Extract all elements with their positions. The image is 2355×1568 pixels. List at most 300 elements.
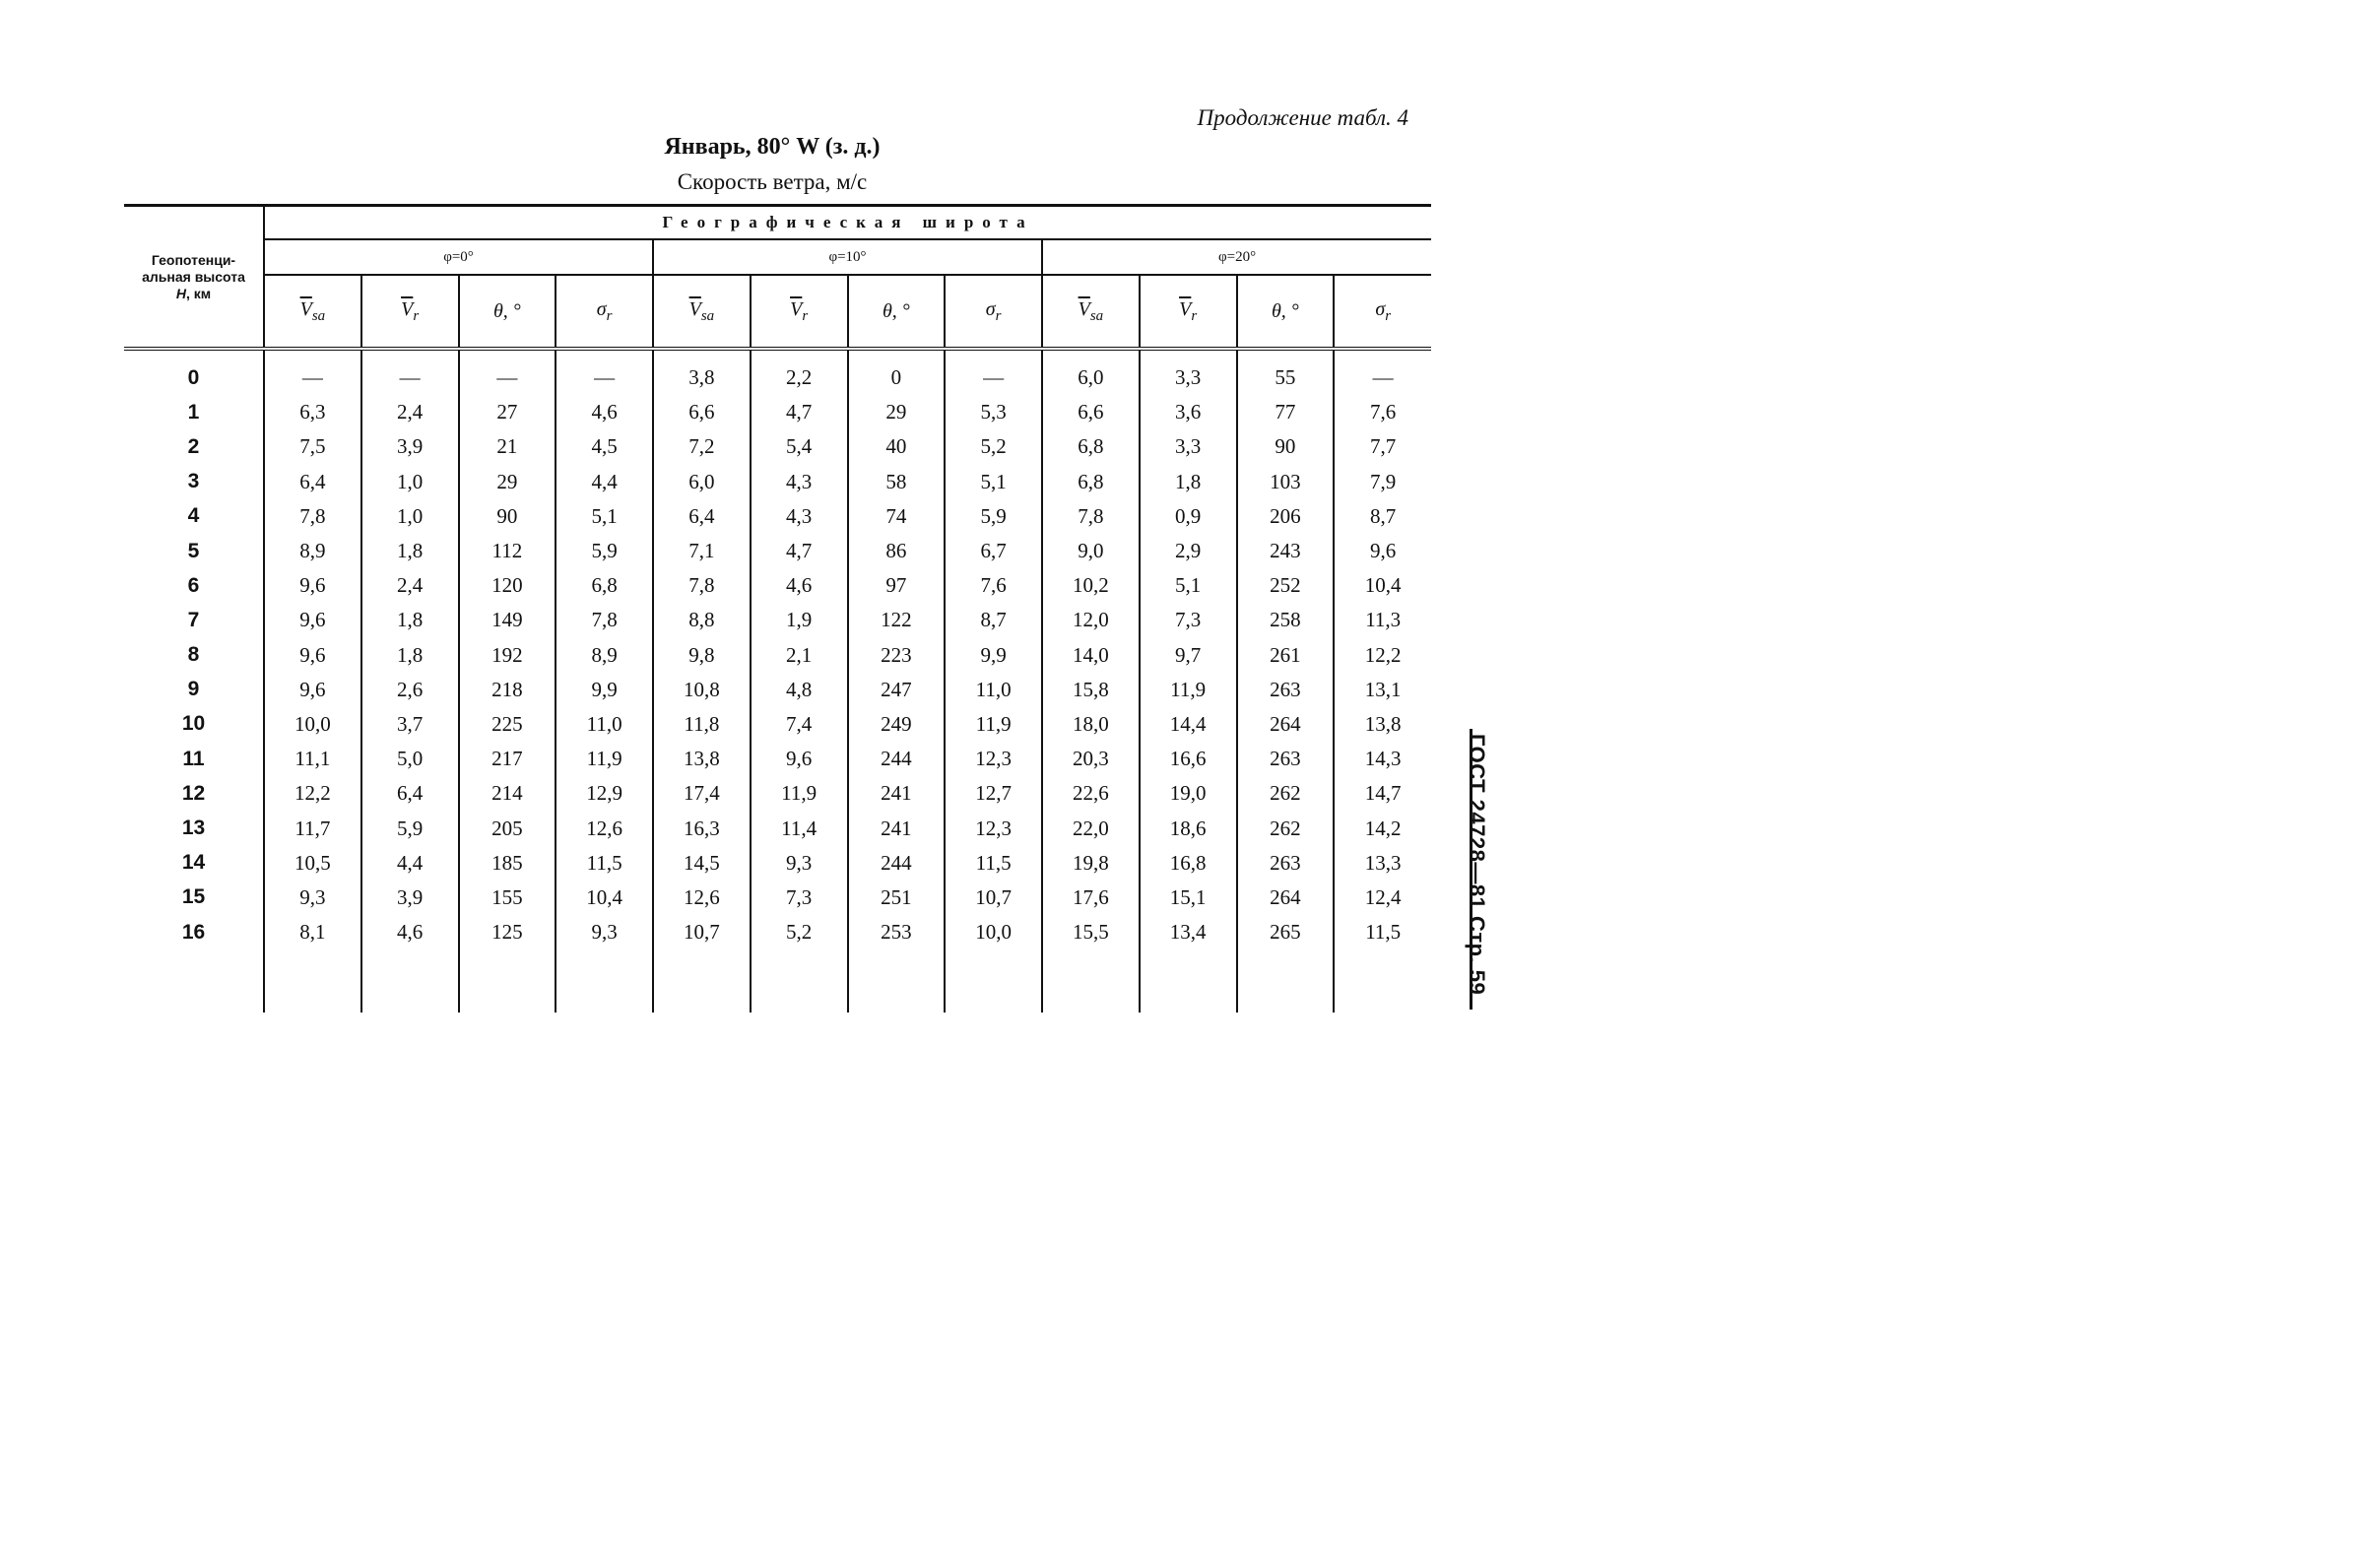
value-cell: 7,2 xyxy=(653,429,751,464)
value-cell: — xyxy=(264,349,361,395)
value-cell: 1,8 xyxy=(361,534,459,568)
value-cell: 263 xyxy=(1237,846,1335,881)
value-cell: 20,3 xyxy=(1042,742,1140,776)
value-cell: 2,9 xyxy=(1140,534,1237,568)
value-cell: 263 xyxy=(1237,673,1335,707)
value-cell: 40 xyxy=(848,429,946,464)
value-cell: 8,7 xyxy=(1334,499,1431,534)
value-cell: — xyxy=(459,349,556,395)
altitude-cell: 7 xyxy=(187,608,200,631)
variable-header xyxy=(1237,275,1335,349)
standard-page-label xyxy=(1460,734,1519,1010)
value-cell: 218 xyxy=(459,673,556,707)
value-cell: 5,9 xyxy=(361,811,459,845)
value-cell: 9,3 xyxy=(556,915,653,949)
value-cell: 12,7 xyxy=(945,776,1042,811)
value-cell: 77 xyxy=(1237,395,1335,429)
value-cell: 249 xyxy=(848,707,946,742)
value-cell: 122 xyxy=(848,603,946,637)
variable-header xyxy=(459,275,556,349)
value-cell: 9,6 xyxy=(264,603,361,637)
variable-header xyxy=(751,275,848,349)
value-cell: 262 xyxy=(1237,776,1335,811)
value-cell: 5,0 xyxy=(361,742,459,776)
value-cell: 55 xyxy=(1237,349,1335,395)
empty-cell xyxy=(264,949,361,1013)
value-cell: 5,9 xyxy=(945,499,1042,534)
value-cell: 206 xyxy=(1237,499,1335,534)
value-cell: 7,8 xyxy=(556,603,653,637)
value-cell: 10,7 xyxy=(653,915,751,949)
altitude-cell: 11 xyxy=(182,747,205,770)
value-cell: 11,9 xyxy=(751,776,848,811)
value-cell: 14,7 xyxy=(1334,776,1431,811)
table-row xyxy=(124,465,1431,499)
value-cell: 10,0 xyxy=(945,915,1042,949)
value-cell: 241 xyxy=(848,776,946,811)
altitude-cell: 16 xyxy=(181,920,206,944)
value-cell: — xyxy=(556,349,653,395)
variable-subscript: sa xyxy=(700,307,715,324)
value-cell: 5,2 xyxy=(945,429,1042,464)
value-cell: 185 xyxy=(459,846,556,881)
value-cell: 9,6 xyxy=(1334,534,1431,568)
value-cell: 4,4 xyxy=(361,846,459,881)
value-cell: 7,6 xyxy=(1334,395,1431,429)
value-cell: 243 xyxy=(1237,534,1335,568)
value-cell: 11,0 xyxy=(945,673,1042,707)
value-cell: 9,6 xyxy=(264,638,361,673)
value-cell: 5,1 xyxy=(945,465,1042,499)
value-cell: 8,7 xyxy=(945,603,1042,637)
altitude-cell: 2 xyxy=(187,434,200,458)
value-cell: 11,5 xyxy=(945,846,1042,881)
altitude-cell: 4 xyxy=(187,504,200,528)
value-cell: 4,7 xyxy=(751,534,848,568)
value-cell: 15,8 xyxy=(1042,673,1140,707)
variable-subscript: sa xyxy=(1089,307,1104,324)
empty-cell xyxy=(124,949,264,1013)
table-row xyxy=(124,603,1431,637)
value-cell: 155 xyxy=(459,881,556,915)
value-cell: — xyxy=(945,349,1042,395)
value-cell: 8,1 xyxy=(264,915,361,949)
value-cell: 11,0 xyxy=(556,707,653,742)
variable-subscript: r xyxy=(1191,307,1198,324)
value-cell: 7,3 xyxy=(751,881,848,915)
value-cell: 0 xyxy=(848,349,946,395)
value-cell: 19,8 xyxy=(1042,846,1140,881)
value-cell: 9,6 xyxy=(751,742,848,776)
altitude-cell: 3 xyxy=(187,470,200,493)
variable-symbol: $\overline{V}$ xyxy=(401,297,414,320)
value-cell: 12,3 xyxy=(945,811,1042,845)
empty-cell xyxy=(751,949,848,1013)
latitude-header: φ=0° xyxy=(264,239,653,275)
value-cell: 7,8 xyxy=(653,568,751,603)
value-cell: 9,0 xyxy=(1042,534,1140,568)
value-cell: 12,2 xyxy=(1334,638,1431,673)
value-cell: 2,1 xyxy=(751,638,848,673)
empty-cell xyxy=(1042,949,1140,1013)
value-cell: 11,3 xyxy=(1334,603,1431,637)
value-cell: 9,9 xyxy=(556,673,653,707)
value-cell: 217 xyxy=(459,742,556,776)
value-cell: 7,8 xyxy=(1042,499,1140,534)
value-cell: 251 xyxy=(848,881,946,915)
value-cell: 247 xyxy=(848,673,946,707)
value-cell: 3,8 xyxy=(653,349,751,395)
table-row xyxy=(124,349,1431,395)
value-cell: 14,3 xyxy=(1334,742,1431,776)
value-cell: 9,8 xyxy=(653,638,751,673)
value-cell: 5,4 xyxy=(751,429,848,464)
value-cell: 17,4 xyxy=(653,776,751,811)
table-row xyxy=(124,395,1431,429)
variable-subscript: r xyxy=(413,307,420,324)
variable-symbol: θ, ° xyxy=(882,299,910,322)
value-cell: 16,8 xyxy=(1140,846,1237,881)
value-cell: 2,6 xyxy=(361,673,459,707)
value-cell: 2,4 xyxy=(361,395,459,429)
altitude-cell: 15 xyxy=(181,885,206,909)
value-cell: 264 xyxy=(1237,881,1335,915)
value-cell: 244 xyxy=(848,846,946,881)
table-row xyxy=(124,429,1431,464)
empty-cell xyxy=(459,949,556,1013)
altitude-cell: 8 xyxy=(187,643,200,667)
altitude-cell: 1 xyxy=(187,400,200,424)
value-cell: 12,0 xyxy=(1042,603,1140,637)
value-cell: 5,1 xyxy=(556,499,653,534)
value-cell: 6,0 xyxy=(1042,349,1140,395)
variable-symbol: σ xyxy=(985,297,996,320)
value-cell: 16,3 xyxy=(653,811,751,845)
variable-symbol: σ xyxy=(1375,297,1386,320)
altitude-cell: 5 xyxy=(187,539,200,562)
table-title: Январь, 80° W (з. д.) xyxy=(664,134,881,160)
empty-cell xyxy=(1237,949,1335,1013)
value-cell: 19,0 xyxy=(1140,776,1237,811)
table-filler-row xyxy=(124,949,1431,1013)
value-cell: 11,9 xyxy=(1140,673,1237,707)
value-cell: 12,4 xyxy=(1334,881,1431,915)
table-row xyxy=(124,881,1431,915)
value-cell: 29 xyxy=(848,395,946,429)
table-row xyxy=(124,534,1431,568)
value-cell: 6,3 xyxy=(264,395,361,429)
value-cell: 1,8 xyxy=(361,638,459,673)
value-cell: 18,0 xyxy=(1042,707,1140,742)
standard-page-text: ГОСТ 24728—81 Стр. 59 xyxy=(1465,734,1489,996)
value-cell: 103 xyxy=(1237,465,1335,499)
value-cell: 8,9 xyxy=(264,534,361,568)
value-cell: 258 xyxy=(1237,603,1335,637)
value-cell: 265 xyxy=(1237,915,1335,949)
value-cell: 13,8 xyxy=(1334,707,1431,742)
value-cell: 12,3 xyxy=(945,742,1042,776)
value-cell: 252 xyxy=(1237,568,1335,603)
value-cell: 13,4 xyxy=(1140,915,1237,949)
value-cell: 11,9 xyxy=(945,707,1042,742)
value-cell: 13,1 xyxy=(1334,673,1431,707)
variable-header xyxy=(1042,275,1140,349)
value-cell: 9,9 xyxy=(945,638,1042,673)
stub-header-line1: Геопотенци- xyxy=(151,251,236,268)
value-cell: 6,4 xyxy=(653,499,751,534)
value-cell: 3,7 xyxy=(361,707,459,742)
latitude-header: φ=20° xyxy=(1042,239,1431,275)
value-cell: 5,3 xyxy=(945,395,1042,429)
value-cell: 3,3 xyxy=(1140,349,1237,395)
value-cell: 14,4 xyxy=(1140,707,1237,742)
value-cell: 17,6 xyxy=(1042,881,1140,915)
value-cell: 14,0 xyxy=(1042,638,1140,673)
value-cell: 29 xyxy=(459,465,556,499)
value-cell: 11,8 xyxy=(653,707,751,742)
value-cell: 4,6 xyxy=(556,395,653,429)
continuation-note: Продолжение табл. 4 xyxy=(1197,105,1408,130)
variable-header xyxy=(653,275,751,349)
value-cell: 18,6 xyxy=(1140,811,1237,845)
value-cell: 6,6 xyxy=(1042,395,1140,429)
value-cell: 4,4 xyxy=(556,465,653,499)
value-cell: 2,2 xyxy=(751,349,848,395)
empty-cell xyxy=(945,949,1042,1013)
wind-speed-table xyxy=(124,204,1431,1013)
value-cell: 7,7 xyxy=(1334,429,1431,464)
value-cell: 7,6 xyxy=(945,568,1042,603)
value-cell: 4,3 xyxy=(751,465,848,499)
table-row xyxy=(124,707,1431,742)
value-cell: 225 xyxy=(459,707,556,742)
table-row xyxy=(124,568,1431,603)
value-cell: 1,8 xyxy=(1140,465,1237,499)
value-cell: 16,6 xyxy=(1140,742,1237,776)
value-cell: 9,3 xyxy=(751,846,848,881)
value-cell: 10,5 xyxy=(264,846,361,881)
stub-header-line2: альная высота xyxy=(142,268,245,285)
empty-cell xyxy=(1140,949,1237,1013)
value-cell: 3,6 xyxy=(1140,395,1237,429)
altitude-column-header xyxy=(124,206,264,350)
value-cell: 97 xyxy=(848,568,946,603)
value-cell: 13,8 xyxy=(653,742,751,776)
value-cell: 7,3 xyxy=(1140,603,1237,637)
variable-header xyxy=(361,275,459,349)
empty-cell xyxy=(653,949,751,1013)
variable-subscript: sa xyxy=(311,307,326,324)
value-cell: 86 xyxy=(848,534,946,568)
table-row xyxy=(124,673,1431,707)
table-row xyxy=(124,499,1431,534)
value-cell: 6,4 xyxy=(361,776,459,811)
variable-subscript: r xyxy=(995,307,1002,324)
value-cell: 214 xyxy=(459,776,556,811)
value-cell: 11,4 xyxy=(751,811,848,845)
value-cell: 0,9 xyxy=(1140,499,1237,534)
variable-subscript: r xyxy=(802,307,809,324)
table-subtitle: Скорость ветра, м/с xyxy=(677,169,868,194)
value-cell: 223 xyxy=(848,638,946,673)
value-cell: 12,2 xyxy=(264,776,361,811)
value-cell: 90 xyxy=(459,499,556,534)
variable-header xyxy=(1334,275,1431,349)
value-cell: 3,9 xyxy=(361,429,459,464)
value-cell: 6,7 xyxy=(945,534,1042,568)
value-cell: 14,2 xyxy=(1334,811,1431,845)
value-cell: 241 xyxy=(848,811,946,845)
value-cell: — xyxy=(361,349,459,395)
value-cell: 1,9 xyxy=(751,603,848,637)
value-cell: 8,9 xyxy=(556,638,653,673)
value-cell: 205 xyxy=(459,811,556,845)
value-cell: 3,9 xyxy=(361,881,459,915)
value-cell: 4,8 xyxy=(751,673,848,707)
value-cell: 4,6 xyxy=(361,915,459,949)
value-cell: 9,6 xyxy=(264,673,361,707)
value-cell: 10,2 xyxy=(1042,568,1140,603)
value-cell: 6,8 xyxy=(1042,465,1140,499)
value-cell: 5,9 xyxy=(556,534,653,568)
value-cell: 1,0 xyxy=(361,499,459,534)
value-cell: 3,3 xyxy=(1140,429,1237,464)
empty-cell xyxy=(848,949,946,1013)
value-cell: 4,6 xyxy=(751,568,848,603)
latitude-group-header: Географическая широта xyxy=(264,206,1431,240)
value-cell: 12,6 xyxy=(556,811,653,845)
value-cell: 10,0 xyxy=(264,707,361,742)
empty-cell xyxy=(1334,949,1431,1013)
table-row xyxy=(124,638,1431,673)
value-cell: 244 xyxy=(848,742,946,776)
table-row xyxy=(124,742,1431,776)
value-cell: 11,5 xyxy=(556,846,653,881)
value-cell: 22,6 xyxy=(1042,776,1140,811)
altitude-cell: 13 xyxy=(181,817,206,840)
altitude-cell: 6 xyxy=(187,573,200,597)
value-cell: 11,9 xyxy=(556,742,653,776)
value-cell: 11,5 xyxy=(1334,915,1431,949)
value-cell: 4,7 xyxy=(751,395,848,429)
value-cell: 12,9 xyxy=(556,776,653,811)
value-cell: 10,8 xyxy=(653,673,751,707)
variable-subscript: r xyxy=(1385,307,1392,324)
value-cell: 262 xyxy=(1237,811,1335,845)
value-cell: 1,8 xyxy=(361,603,459,637)
value-cell: 15,1 xyxy=(1140,881,1237,915)
value-cell: 10,4 xyxy=(1334,568,1431,603)
table-row xyxy=(124,915,1431,949)
value-cell: 14,5 xyxy=(653,846,751,881)
stub-header-var: H xyxy=(175,285,186,301)
value-cell: 11,7 xyxy=(264,811,361,845)
value-cell: 112 xyxy=(459,534,556,568)
value-cell: 6,6 xyxy=(653,395,751,429)
variable-symbol: σ xyxy=(596,297,607,320)
value-cell: — xyxy=(1334,349,1431,395)
table-row xyxy=(124,776,1431,811)
empty-cell xyxy=(361,949,459,1013)
value-cell: 5,2 xyxy=(751,915,848,949)
value-cell: 9,3 xyxy=(264,881,361,915)
value-cell: 4,5 xyxy=(556,429,653,464)
value-cell: 6,8 xyxy=(556,568,653,603)
value-cell: 253 xyxy=(848,915,946,949)
value-cell: 264 xyxy=(1237,707,1335,742)
empty-cell xyxy=(556,949,653,1013)
stub-header-unit: , км xyxy=(185,285,212,301)
variable-symbol: $\overline{V}$ xyxy=(790,297,803,320)
variable-symbol: $\overline{V}$ xyxy=(688,297,701,320)
value-cell: 261 xyxy=(1237,638,1335,673)
variable-header xyxy=(264,275,361,349)
value-cell: 12,6 xyxy=(653,881,751,915)
value-cell: 125 xyxy=(459,915,556,949)
variable-header xyxy=(945,275,1042,349)
variable-symbol: θ, ° xyxy=(492,299,521,322)
value-cell: 120 xyxy=(459,568,556,603)
altitude-cell: 12 xyxy=(181,781,206,805)
value-cell: 58 xyxy=(848,465,946,499)
value-cell: 5,1 xyxy=(1140,568,1237,603)
value-cell: 192 xyxy=(459,638,556,673)
value-cell: 13,3 xyxy=(1334,846,1431,881)
variable-symbol: $\overline{V}$ xyxy=(1179,297,1192,320)
value-cell: 7,4 xyxy=(751,707,848,742)
value-cell: 10,7 xyxy=(945,881,1042,915)
variable-symbol: θ, ° xyxy=(1271,299,1299,322)
value-cell: 90 xyxy=(1237,429,1335,464)
value-cell: 6,0 xyxy=(653,465,751,499)
value-cell: 7,5 xyxy=(264,429,361,464)
value-cell: 9,7 xyxy=(1140,638,1237,673)
variable-header xyxy=(556,275,653,349)
variable-header xyxy=(1140,275,1237,349)
value-cell: 1,0 xyxy=(361,465,459,499)
value-cell: 149 xyxy=(459,603,556,637)
value-cell: 4,3 xyxy=(751,499,848,534)
table-row xyxy=(124,811,1431,845)
variable-symbol: $\overline{V}$ xyxy=(299,297,312,320)
latitude-header: φ=10° xyxy=(653,239,1042,275)
value-cell: 10,4 xyxy=(556,881,653,915)
value-cell: 2,4 xyxy=(361,568,459,603)
altitude-cell: 14 xyxy=(181,851,206,875)
value-cell: 15,5 xyxy=(1042,915,1140,949)
value-cell: 27 xyxy=(459,395,556,429)
altitude-cell: 0 xyxy=(187,365,200,389)
altitude-cell: 10 xyxy=(181,712,206,736)
value-cell: 6,8 xyxy=(1042,429,1140,464)
variable-symbol: $\overline{V}$ xyxy=(1078,297,1090,320)
variable-subscript: r xyxy=(606,307,613,324)
altitude-cell: 9 xyxy=(187,678,200,701)
variable-header xyxy=(848,275,946,349)
value-cell: 74 xyxy=(848,499,946,534)
value-cell: 6,4 xyxy=(264,465,361,499)
value-cell: 7,1 xyxy=(653,534,751,568)
value-cell: 7,8 xyxy=(264,499,361,534)
value-cell: 7,9 xyxy=(1334,465,1431,499)
value-cell: 8,8 xyxy=(653,603,751,637)
table-row xyxy=(124,846,1431,881)
value-cell: 9,6 xyxy=(264,568,361,603)
value-cell: 11,1 xyxy=(264,742,361,776)
value-cell: 22,0 xyxy=(1042,811,1140,845)
value-cell: 263 xyxy=(1237,742,1335,776)
value-cell: 21 xyxy=(459,429,556,464)
